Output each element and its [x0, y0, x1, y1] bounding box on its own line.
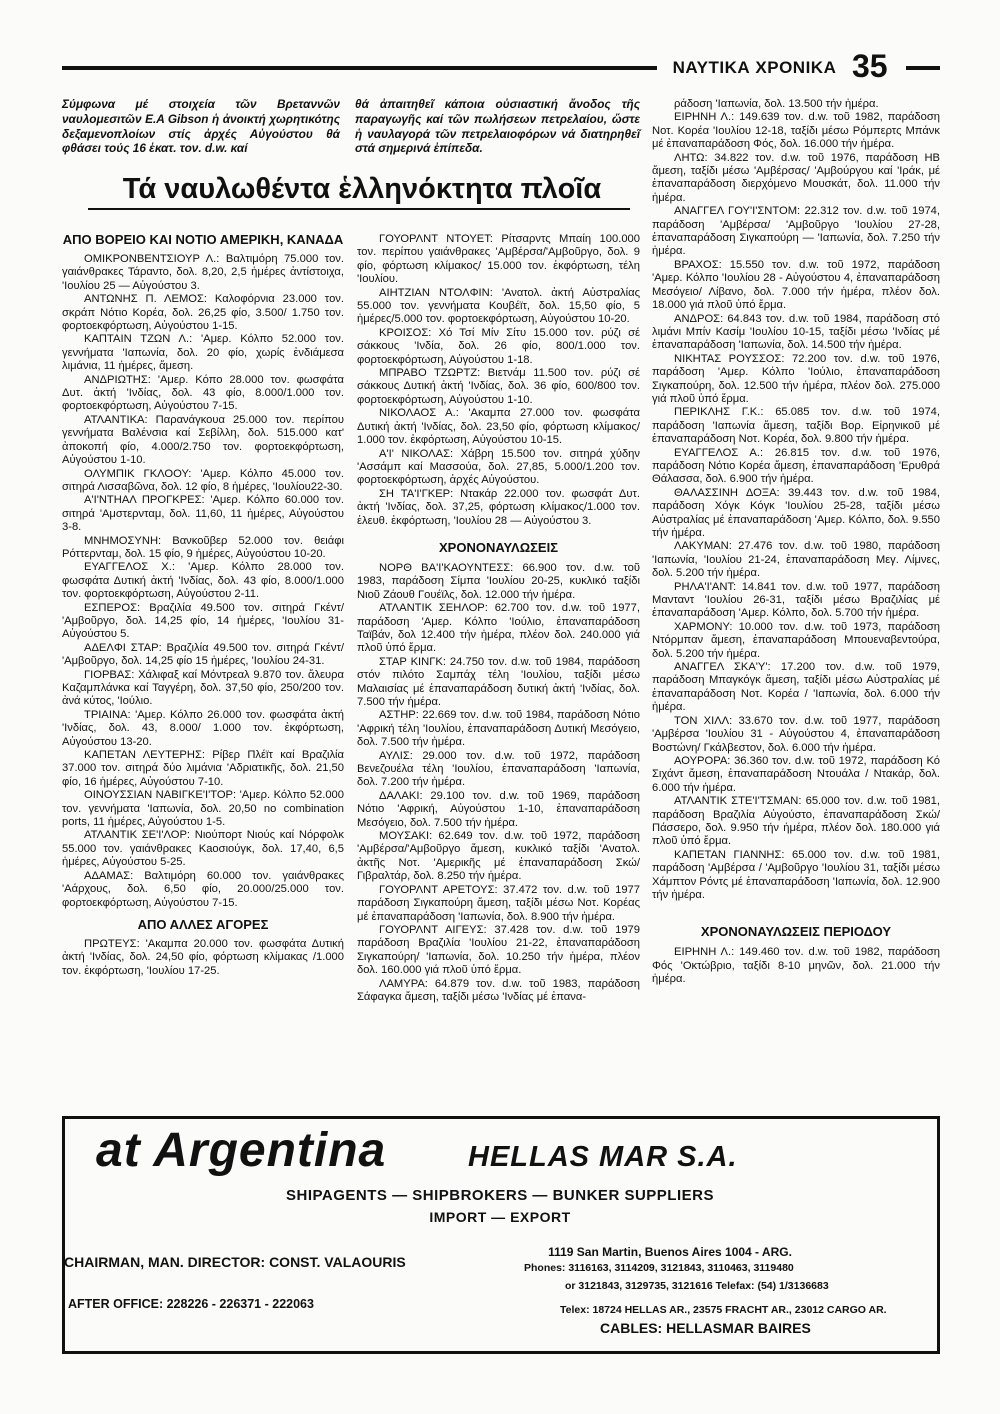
ad-argentina-title: at Argentina [96, 1124, 387, 1177]
list-item: ΑΥΛΙΣ: 29.000 τον. d.w. τοῦ 1972, παράδοση Βενεζουέλα τέλη 'Ιουλίου, ἐπαναπαράδοση 'Ιαπωνία, δολ. 7.200 τήν ἡμέρα. [357, 749, 640, 789]
list-item: ΕΙΡΗΝΗ Λ.: 149.460 τον. d.w. τοῦ 1982, παράδοση Φός 'Οκτώβριο, ταξίδι 8-10 μηνῶν, δολ. 21.000 τήν ἡμέρα. [652, 946, 940, 986]
list-item: ΑΔΕΛΦΙ ΣΤΑΡ: Βραζιλία 49.500 τον. σιτηρά Γκέντ/ 'Αμβοῦργο, δολ. 14,25 φίο 15 ἡμέρες, 'Ιουλίου 24-31. [62, 641, 344, 668]
section-title-period-charters: ΧΡΟΝΟΝΑΥΛΩΣΕΙΣ ΠΕΡΙΟΔΟΥ [700, 924, 892, 940]
list-item: Α'Ι' ΝΙΚΟΛΑΣ: Χάβρη 15.500 τον. σιτηρά χύδην 'Ασσάμπ καί Μασσούα, δολ. 27,85, 5.000/1.200 τον. φορτοεκφόρτωση, ἀρχές Αὐγούστου. [357, 447, 640, 487]
list-item: ΟΛΥΜΠΙΚ ΓΚΛΟΟΥ: 'Αμερ. Κόλπο 45.000 τον. σιτηρά Λισσαβῶνα, δολ. 12 φίο, 8 ἡμέρες, 'Ιουλίου22-30. [62, 467, 344, 493]
section-title-other-markets: ΑΠΟ ΑΛΛΕΣ ΑΓΟΡΕΣ [137, 916, 269, 932]
intro-right: θά ἀπαιτηθεῖ κάποια οὐσιαστική ἄνοδος τῆς παραγωγῆς καί τῶν πωλήσεων πετρελαίου, ὥστε ἡ ναυλαγορά τῶν πετρελαιοφόρων νά διατηρηθεῖ στά σημερινά ἐπίπεδα. [355, 97, 640, 156]
list-item: ΕΥΑΓΓΕΛΟΣ Α.: 26.815 τον. d.w. τοῦ 1976, παράδοση Νότιο Κορέα ἄμεση, ἐπαναπαράδοση 'Ερυθρά Θάλασσα, δολ. 6.900 τήν ἡμέρα. [652, 446, 940, 486]
list-item: ΒΡΑΧΟΣ: 15.550 τον. d.w. τοῦ 1972, παράδοση 'Αμερ. Κόλπο 'Ιουλίου 28 - Αὐγούστου 4, ἐπαναπαράδοση Μεσόγειο/ Λίβανο, δολ. 7.000 τήν ἡμέρα, πλέον δολ. 18.000 γιά πλοῦ ὑπό ἔρμα. [652, 258, 940, 312]
list-item: ΡΗΛΑ'Ι'ΑΝΤ: 14.841 τον. d.w. τοῦ 1977, παράδοση Μανταντ 'Ιουλίου 26-31, ταξίδι μέσω Βραζιλίας μέ ἐπαναπαράδοση 'Αμερ. Κόλπο, δολ. 5.700 τήν ἡμέρα. [652, 580, 940, 620]
list-item: ΚΡΟΙΣΟΣ: Χό Τσί Μίν Σίτυ 15.000 τον. ρύζι σέ σάκκους 'Ινδία, δολ. 26 φίο, 800/1.000 τον. φορτοεκφόρτωση, Αὐγούστου 1-18. [357, 326, 640, 366]
list-item: ΑΟΥΡΟΡΑ: 36.360 τον. d.w. τοῦ 1972, παράδοση Κό Σιχάντ ἄμεση, ἐπαναπαράδοση Ντουάλα / Ντακάρ, δολ. 6.000 τήν ἡμέρα. [652, 754, 940, 794]
list-item: ΠΕΡΙΚΛΗΣ Γ.Κ.: 65.085 τον. d.w. τοῦ 1974, παράδοση 'Ιαπωνία ἄμεση, ταξίδι Βορ. Εἰρηνικοῦ μέ ἐπαναπαράδοση Νοτ. Κορέα, δολ. 9.800 τήν ἡμέρα. [652, 406, 940, 446]
list-item: ΔΑΛΑΚΙ: 29.100 τον. d.w. τοῦ 1969, παράδοση Νότιο 'Αφρική, Αὐγούστου 1-10, ἐπαναπαράδοση Μεσόγειο, δολ. 7.500 τήν ἡμέρα. [357, 789, 640, 829]
list-item: ΛΑΜΥΡΑ: 64.879 τον. d.w. τοῦ 1983, παράδοση Σάφαγκα ἄμεση, ταξίδι μέσω 'Ινδίας μέ ἐπανα- [357, 977, 640, 1003]
list-item: ράδοση 'Ιαπωνία, δολ. 13.500 τήν ἡμέρα. [674, 98, 879, 110]
column-3 [652, 98, 940, 987]
list-item: ΣΗ ΤΑ'Ι'ΓΚΕΡ: Ντακάρ 22.000 τον. φωσφάτ Δυτ. ἀκτή 'Ινδίας, δολ. 37,25, φόρτωση κλίμακος/1.000 τον. ἐλευθ. ἐκφόρτωση, 'Ιουλίου 28 — Αὐγούστου 3. [357, 487, 640, 527]
ad-after-office: AFTER OFFICE: 228226 - 226371 - 222063 [68, 1297, 314, 1311]
list-item: ΑΤΛΑΝΤΙΚΑ: Παρανάγκουα 25.000 τον. περίπου γεννήματα Βαλένσια καί Σεβίλλη, δολ. 515.000 κατ' ἀποκοπή φίο, 4.000/2.750 τον. φορτοεκφόρτωση, Αὐγούστου 1-10. [62, 413, 344, 467]
column-1 [62, 228, 344, 978]
ad-address: 1119 San Martin, Buenos Aires 1004 - ARG. [548, 1245, 792, 1259]
list-item: ΛΑΚΥΜΑΝ: 27.476 τον. d.w. τοῦ 1980, παράδοση 'Ιαπωνία, 'Ιουλίου 21-24, ἐπαναπαράδοση Μεγ. Λίμνες, δολ. 5.200 τήν ἡμέρα. [652, 540, 940, 580]
ad-telex: Telex: 18724 HELLAS AR., 23575 FRACHT AR., 23012 CARGO AR. [560, 1304, 887, 1316]
list-item: ΓΟΥΟΡΛΝΤ ΑΡΕΤΟΥΣ: 37.472 τον. d.w. τοῦ 1977 παράδοση Σιγκαπούρη ἄμεση, ταξίδι μέσω Νοτ. Κορέας μέ ἐπαναπαράδοση 'Ιαπωνία, δολ. 8.900 τήν ἡμέρα. [357, 883, 640, 923]
list-item: ΕΥΑΓΓΕΛΟΣ Χ.: 'Αμερ. Κόλπο 28.000 τον. φωσφάτα Δυτική ἀκτή 'Ινδίας, δολ. 43 φίο, 8.000/1.000 τον. φορτοεκφόρτωση, Αὐγούστου 2-11. [62, 561, 344, 601]
list-item: ΟΙΝΟΥΣΣΙΑΝ ΝΑΒΙΓΚΕ'Ι'ΤΟΡ: 'Αμερ. Κόλπο 52.000 τον. γεννήματα 'Ιαπωνία, δολ. 20,50 no combination ports, 11 ἡμέρες, Αὐγούστου 1-5. [62, 789, 344, 829]
list-item: ΘΑΛΑΣΣΙΝΗ ΔΟΞΑ: 39.443 τον. d.w. τοῦ 1984, παράδοση Χόγκ Κόγκ 'Ιουλίου 25-28, ταξίδι μέσω Αὐστραλίας μέ ἐπαναπαράδοση 'Αμερ. Κόλπο, δολ. 9.550 τήν ἡμέρα. [652, 486, 940, 539]
column-2-charters [357, 562, 640, 1004]
ad-chairman: CHAIRMAN, MAN. DIRECTOR: CONST. VALAOURIS [64, 1254, 406, 1270]
ad-import-export: IMPORT — EXPORT [429, 1209, 571, 1225]
list-item: ΚΑΠΕΤΑΝ ΛΕΥΤΕΡΗΣ: Ρίβερ Πλέϊτ καί Βραζιλία 37.000 τον. σιτηρά δύο λιμάνια 'Αδριατικῆς, δολ. 21,50 φίο, 16 ἡμέρες, Αὐγούστου 7-10. [62, 749, 344, 788]
ad-services: SHIPAGENTS — SHIPBROKERS — BUNKER SUPPLIERS [286, 1187, 714, 1204]
list-item: ΧΑΡΜΟΝΥ: 10.000 τον. d.w. τοῦ 1973, παράδοση Ντόρμπαν ἄμεση, ἐπαναπαράδοση Μπουεναβεντούρα, δολ. 5.200 τήν ἡμέρα. [652, 620, 940, 660]
list-item: ΤΡΙΑΙΝΑ: 'Αμερ. Κόλπο 26.000 τον. φωσφάτα ἀκτή 'Ινδίας, δολ. 43, 8.000/ 1.000 τον. ἐκφόρτωση, Αὐγούστου 13-20. [62, 708, 344, 748]
list-item: ΑΤΛΑΝΤΙΚ ΣΤΕ'Ι'ΤΣΜΑΝ: 65.000 τον. d.w. τοῦ 1981, παράδοση Βραζιλία Αὐγούστο, ἐπαναπαράδοση Σκώ/Πάσσερο, δολ. 9.950 τήν ἡμέρα, πλέον δολ. 180.000 γιά πλοῦ ὑπό ἔρμα. [652, 795, 940, 848]
ad-phones: Phones: 3116163, 3114209, 3121843, 3110463, 3119480 [524, 1262, 794, 1274]
header-rule-left [62, 66, 657, 70]
list-item: ΝΙΚΟΛΑΟΣ Α.: 'Ακαμπα 27.000 τον. φωσφάτα Δυτική ἀκτή 'Ινδίας, δολ. 23,50 φίο, φόρτωση κλίμακος/ 1.000 τον. ἐκφόρτωση, Αὐγούστου 10-15. [357, 407, 640, 447]
list-item: ΣΤΑΡ ΚΙΝΓΚ: 24.750 τον. d.w. τοῦ 1984, παράδοση στόν πιλότο Σαμπάχ τέλη 'Ιουλίου, ταξίδι μέσω Μαλαισίας μέ ἐπαναπαράδοση δυτική ἀκτή 'Ινδίας, δολ. 7.500 τήν ἡμέρα. [357, 655, 640, 708]
list-item: ΜΠΡΑΒΟ ΤΖΩΡΤΖ: Βιετνάμ 11.500 τον. ρύζι σέ σάκκους Δυτική ἀκτή 'Ινδίας, δολ. 36 φίο, 600/800 τον. φορτοεκφόρτωση, Αὐγούστου 1-10. [357, 367, 640, 406]
column-1-entries [62, 253, 344, 910]
section-title-americas: ΑΠΟ ΒΟΡΕΙΟ ΚΑΙ ΝΟΤΙΟ ΑΜΕΡΙΚΗ, ΚΑΝΑΔΑ [62, 232, 344, 247]
headline: Τά ναυλωθέντα ἑλληνόκτητα πλοῖα [122, 173, 602, 205]
list-item: ΑΔΑΜΑΣ: Βαλτιμόρη 60.000 τον. γαιάνθρακες 'Αάρχους, δολ. 6,50 φίο, 20.000/25.000 τον. φορτοεκφόρτωση, Αὐγούστου 7-15. [62, 869, 344, 909]
list-item: ΑΝΤΩΝΗΣ Π. ΛΕΜΟΣ: Καλοφόρνια 23.000 τον. σκράπ Νότιο Κορέα, δολ. 26,25 φίο, 3.500/ 1.750 τον. φορτοεκφόρτωση, Αὐγούστου 1-15. [62, 293, 344, 333]
list-item: ΛΗΤΩ: 34.822 τον. d.w. τοῦ 1976, παράδοση ΗΒ ἄμεση, ταξίδι μέσω 'Αμβέρσας/ 'Αμβούργου καί 'Ιράκ, μέ ἐπαναπαράδοση διερχόμενο Μουσκάτ, δολ. 11.000 τήν ἡμέρα. [652, 151, 940, 204]
list-item: Α'Ι'ΝΤΗΑΛ ΠΡΟΓΚΡΕΣ: 'Αμερ. Κόλπο 60.000 τον. σιτηρά 'Αμστερνταμ, δολ. 11,60, 11 ἡμέρες, Αὐγούστου 3-8. [62, 494, 344, 534]
list-item: ΜΝΗΜΟΣΥΝΗ: Βανκοῦβερ 52.000 τον. θειάφι Ρόττερνταμ, δολ. 15 φίο, 9 ἡμέρες, Αὐγούστου 10-20. [62, 534, 344, 560]
column-2-entries [357, 233, 640, 528]
list-item: ΑΤΛΑΝΤΙΚ ΣΕ'Ι'ΛΟΡ: Νιούπορτ Νιούς καί Νόρφολκ 55.000 τον. γαιάνθρακες Κaoσιούγκ, δολ. 17,40, 6,5 ἡμέρες, Αὐγούστου 5-25. [62, 829, 344, 869]
section-title-time-charters: ΧΡΟΝΟΝΑΥΛΩΣΕΙΣ [438, 539, 559, 555]
list-item: ΜΟΥΣΑΚΙ: 62.649 τον. d.w. τοῦ 1972, παράδοση 'Αμβέρσα/'Αμβοῦργο ἄμεση, κυκλικό ταξίδι 'Ανατολ. ἀκτῆς Νοτ. 'Αμερικῆς μέ ἐπαναπαράδοση Σκώ/Γιβραλτάρ, δολ. 8.250 τήν ἡμέρα. [357, 830, 640, 883]
list-item: ΓΟΥΟΡΛΝΤ ΝΤΟΥΕΤ: Ρίτσαρντς Μπαίη 100.000 τον. περίπου γαιάνθρακες 'Αμβέρσα/'Αμβοῦργο, δολ. 9 φίο, φόρτωση κλίμακος/ 15.000 τον. ἐκφόρτωση, τέλη 'Ιουλίου. [357, 233, 640, 286]
header-rule-right [906, 66, 940, 70]
list-item: ΝΟΡΘ ΒΑ'Ι'ΚΑΟΥΝΤΕΣΣ: 66.900 τον. d.w. τοῦ 1983, παράδοση Σίμπα 'Ιουλίου 20-25, κυκλικό ταξίδι Νιοῦ Ζάουθ Γουέϊλς, δολ. 12.000 τήν ἡμέρα. [357, 561, 640, 601]
column-3-entries [652, 98, 940, 902]
list-item: ΑΝΔΡΟΣ: 64.843 τον. d.w. τοῦ 1984, παράδοση στό λιμάνι Μπίν Κασίμ 'Ιουλίου 10-15, ταξίδι μέσω 'Ινδίας μέ ἐπαναπαράδοση 'Ιαπωνία, δολ. 14.500 τήν ἡμέρα. [652, 312, 940, 352]
ad-cables: CABLES: HELLASMAR BAIRES [600, 1320, 811, 1336]
page-number: 35 [852, 48, 888, 84]
section-header: ΝΑΥΤΙΚΑ ΧΡΟΝΙΚΑ [672, 58, 837, 77]
list-item: ΑΝΑΓΓΕΛ ΣΚΑ'Υ': 17.200 τον. d.w. τοῦ 1979, παράδοση Μπαγκόγκ ἄμεση, ταξίδι μέσω Αὐστραλίας μέ ἐπαναπαράδοση Νοτ. Κορέα / 'Ιαπωνία, δολ. 6.000 τήν ἡμέρα. [652, 661, 940, 714]
list-item: ΑΤΛΑΝΤΙΚ ΣΕΗΛΟΡ: 62.700 τον. d.w. τοῦ 1977, παράδοση 'Αμερ. Κόλπο 'Ιούλιο, ἐπαναπαράδοση Ταϊβάν, δολ 12.400 τήν ἡμέρα, πλέον δολ. 240.000 γιά πλοῦ ὑπό ἔρμα. [357, 602, 640, 655]
list-item: ΝΙΚΗΤΑΣ ΡΟΥΣΣΟΣ: 72.200 τον. d.w. τοῦ 1976, παράδοση 'Αμερ. Κόλπο 'Ιούλιο, ἐπαναπαράδοση Σιγκαπούρη, δολ. 12.500 τήν ἡμέρα, πλέον δολ. 275.000 γιά πλοῦ ὑπό ἔρμα. [652, 352, 940, 405]
ad-phones-telefax: or 3121843, 3129735, 3121616 Telefax: (54) 1/3136683 [565, 1280, 829, 1292]
list-item: ΑΣΤΗΡ: 22.669 τον. d.w. τοῦ 1984, παράδοση Νότιο 'Αφρική τέλη 'Ιουλίου, ἐπαναπαράδοση Δυτική Μεσόγειο, δολ. 7.500 τήν ἡμέρα. [357, 709, 640, 749]
list-item: ΠΡΩΤΕΥΣ: 'Ακαμπα 20.000 τον. φωσφάτα Δυτική ἀκτή 'Ινδίας, δολ. 24,50 φίο, φόρτωση κλίμακας /1.000 τον. ἐκφόρτωση, 'Ιουλίου 17-25. [62, 937, 344, 977]
list-item: ΑΝΑΓΓΕΛ ΓΟΥ'Ι'ΣΝΤΟΜ: 22.312 τον. d.w. τοῦ 1974, παράδοση 'Αμβέρσα/ 'Αμβοῦργο 'Ιουλίου 27-28, ἐπαναπαράδοση Σιγκαπούρη — 'Ιαπωνία, δολ. 7.250 τήν ἡμέρα. [652, 205, 940, 258]
list-item: ΓΟΥΟΡΛΝΤ ΑΙΓΕΥΣ: 37.428 τον. d.w. τοῦ 1979 παράδοση Βραζιλία 'Ιουλίου 21-22, ἐπαναπαράδοση Σιγκαπούρη/ 'Ιαπωνία, δολ. 10.250 τήν ἡμέρα, πλέον δολ. 160.000 γιά πλοῦ ὑπό ἔρμα. [357, 923, 640, 977]
list-item: ΟΜΙΚΡΟΝΒΕΝΤΣΙΟΥΡ Λ.: Βαλτιμόρη 75.000 τον. γαιάνθρακες Τάραντο, δολ. 8,20, 2,5 ἡμέρες ἀντίστοιχα, 'Ιουλίου 25 — Αὐγούστου 3. [62, 253, 344, 292]
list-item: ΓΙΟΡΒΑΣ: Χάλιφαξ καί Μόντρεαλ 9.870 τον. ἄλευρα Καζαμπλάνκα καί Ταγγέρη, δολ. 37,50 φίο, 250/200 τον. ἀνά κύτος, 'Ιούλιο. [62, 668, 344, 708]
list-item: ΚΑΠΕΤΑΝ ΓΙΑΝΝΗΣ: 65.000 τον. d.w. τοῦ 1981, παράδοση 'Αμβέρσα / 'Αμβοῦργο 'Ιουλίου 31, ταξίδι μέσω Χάμπτον Ρόντς μέ ἐπαναπαράδοση 'Ιαπωνία, δολ. 12.900 τήν ἡμέρα. [652, 848, 940, 901]
list-item: ΕΣΠΕΡΟΣ: Βραζιλία 49.500 τον. σιτηρά Γκέντ/ 'Αμβοῦργο, δολ. 14,25 φίο, 14 ἡμέρες, 'Ιουλίου 31-Αὐγούστου 5. [62, 601, 344, 641]
list-item: ΚΑΠΤΑΙΝ ΤΖΩΝ Λ.: 'Αμερ. Κόλπο 52.000 τον. γεννήματα 'Ιαπωνία, δολ. 20 φίο, χωρίς ἐνδιάμεσα λιμάνια, 11 ἡμέρες, ἄμεση. [62, 333, 344, 373]
intro-left: Σύμφωνα μέ στοιχεία τῶν Βρεταννῶν ναυλομεσιτῶν E.A Gibson ἡ ἀνοικτή χωρητικότης δεξαμενοπλοίων στίς ἀρχές Αὐγούστου θά φθάσει τούς 16 ἑκατ. τον. d.w. καί [62, 97, 340, 156]
ad-company-name: HELLAS MAR S.A. [468, 1141, 738, 1173]
list-item: ΤΟΝ ΧΙΛΛ: 33.670 τον. d.w. τοῦ 1977, παράδοση 'Αμβέρσα 'Ιουλίου 31 - Αὐγούστου 4, ἐπαναπαράδοση Βοστώνη/ Γκάλβεστον, δολ. 6.000 τήν ἡμέρα. [652, 714, 940, 754]
list-item: ΕΙΡΗΝΗ Λ.: 149.639 τον. d.w. τοῦ 1982, παράδοση Νοτ. Κορέα 'Ιουλίου 12-18, ταξίδι μέσω Ρόμπερτς Μπάνκ μέ ἐπαναπαράδοση Φός, δολ. 16.000 τήν ἡμέρα. [652, 111, 940, 151]
list-item: ΑΙΗΤΖΙΑΝ ΝΤΟΛΦΙΝ: 'Ανατολ. ἀκτή Αὐστραλίας 55.000 τον. γεννήματα Κουβέϊτ, δολ. 15,50 φίο, 5 ἡμέρες/5.000 τον. φορτοεκφόρτωση, Αὐγούστου 10-20. [357, 286, 640, 326]
headline-underline [88, 208, 630, 210]
column-2 [357, 233, 640, 1004]
list-item: ΑΝΔΡΙΩΤΗΣ: 'Αμερ. Κόπο 28.000 τον. φωσφάτα Δυτ. ἀκτή 'Ινδίας, δολ. 43 φίο, 8.000/1.000 τον. φορτοεκφόρτωση, Αὐγούστου 7-15. [62, 373, 344, 413]
